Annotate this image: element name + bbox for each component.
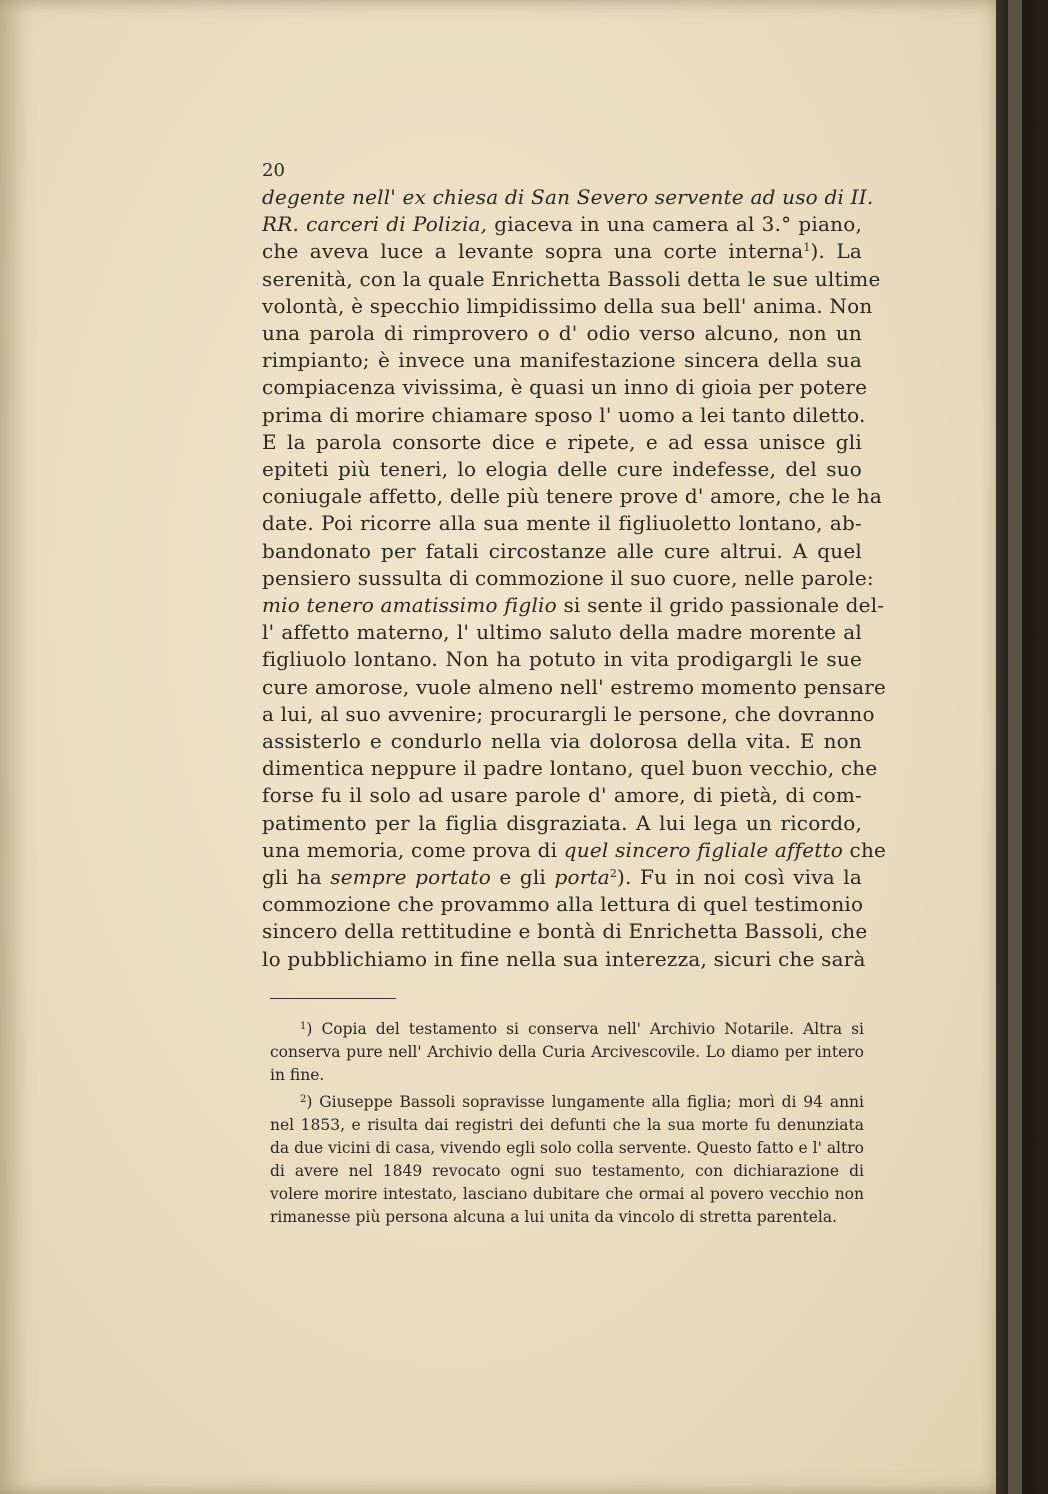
text-line xyxy=(262,211,862,238)
text-line xyxy=(262,619,862,646)
text-line xyxy=(262,592,885,619)
text-run: e gli xyxy=(490,865,555,890)
text-run: epiteti più teneri, lo elogia delle cure indefesse, del suo xyxy=(262,457,862,482)
text-line xyxy=(262,755,878,782)
text-run: rimpianto; è invece una manifestazione sincera della sua xyxy=(262,348,862,373)
text-run: patimento per la figlia disgraziata. A lui lega un ricordo, xyxy=(262,810,862,835)
text-run: E la parola consorte dice e ripete, e ad essa unisce gli xyxy=(262,429,862,454)
text-run: forse fu il solo ad usare parole d' amore, di pietà, di com- xyxy=(262,783,862,808)
body-paragraph xyxy=(262,184,887,973)
text-line xyxy=(262,701,875,728)
italic-text: porta xyxy=(554,865,610,890)
text-line xyxy=(262,837,887,864)
text-run: coniugale affetto, delle più tenere prove d' amore, che le ha xyxy=(262,484,882,509)
text-line xyxy=(262,374,868,401)
text-line xyxy=(262,293,873,320)
text-run: compiacenza vivissima, è quasi un inno di gioia per potere xyxy=(262,375,868,400)
text-run: assisterlo e condurlo nella via dolorosa della vita. E non xyxy=(262,729,862,754)
text-line xyxy=(262,891,862,918)
text-line xyxy=(262,538,862,565)
text-run: dimentica neppure il padre lontano, quel buon vecchio, che xyxy=(262,756,878,781)
text-run: figliuolo lontano. Non ha potuto in vita prodigargli le sue xyxy=(262,647,862,672)
text-run: date. Poi ricorre alla sua mente il figliuoletto lontano, ab- xyxy=(262,511,862,536)
text-run: commozione che provammo alla lettura di quel testimonio xyxy=(262,892,864,917)
text-run: giaceva in una camera al 3.° piano, xyxy=(487,212,862,237)
text-run: si sente il grido passionale del- xyxy=(556,593,885,618)
italic-text: mio tenero amatissimo figlio xyxy=(262,593,557,618)
text-line xyxy=(262,266,881,293)
text-run: ). La xyxy=(810,239,862,264)
text-line xyxy=(262,674,887,701)
text-line xyxy=(262,782,862,809)
text-line xyxy=(262,810,862,837)
text-run: ). Fu in noi così viva la xyxy=(617,865,862,890)
footnote-ref: 1 xyxy=(803,241,811,255)
text-line xyxy=(262,510,862,537)
text-run: che xyxy=(843,837,887,862)
text-line xyxy=(262,347,862,374)
book-spine-edge xyxy=(996,0,1048,1494)
text-line xyxy=(262,483,882,510)
footnote-ref: 2 xyxy=(609,867,618,881)
text-line xyxy=(262,320,862,347)
text-line xyxy=(262,238,862,265)
page-number: 20 xyxy=(262,160,285,181)
text-run: cure amorose, vuole almeno nell' estremo momento pensare xyxy=(262,674,887,699)
text-run: bandonato per fatali circostanze alle cure altrui. A quel xyxy=(262,538,862,563)
footnote-mark: 1 xyxy=(300,1021,307,1032)
text-line xyxy=(262,728,862,755)
text-run: a lui, al suo avvenire; procurargli le persone, che dovranno xyxy=(262,701,875,726)
adjacent-page-edge xyxy=(1008,0,1022,1494)
footnote xyxy=(270,1091,864,1229)
text-line xyxy=(262,184,874,211)
footnote-separator xyxy=(270,998,396,999)
text-run: sincero della rettitudine e bontà di Enrichetta Bassoli, che xyxy=(262,919,868,944)
text-line xyxy=(262,429,862,456)
text-line xyxy=(262,402,866,429)
footnote-text: ) Copia del testamento si conserva nell' Archivio Notarile. Altra si conserva pure nell' Archivio della Curia Arcivescovile. Lo diamo per intero in fine. xyxy=(270,1020,864,1084)
text-run: prima di morire chiamare sposo l' uomo a lei tanto diletto. xyxy=(262,402,866,427)
text-line xyxy=(262,918,868,945)
text-run: che aveva luce a levante sopra una corte interna xyxy=(262,239,804,264)
text-line xyxy=(262,646,862,673)
footnote-text: ) Giuseppe Bassoli sopravisse lungamente alla figlia; morì di 94 anni nel 1853, e risulta dai registri dei defunti che la sua morte fu denunziata da due vicini di casa, vivendo egli solo colla servente. Questo fatto e l' altro di avere nel 1849 revocato ogni suo testamento, con dichiarazione di volere morire intestato, lasciano dubitare che ormai al povero vecchio non rimanesse più persona alcuna a lui unita da vincolo di stretta parentela. xyxy=(270,1093,864,1226)
text-run: l' affetto materno, l' ultimo saluto della madre morente al xyxy=(262,620,862,645)
text-line xyxy=(262,565,874,592)
text-run: volontà, è specchio limpidissimo della sua bell' anima. Non xyxy=(262,293,873,318)
italic-text: RR. carceri di Polizia, xyxy=(262,212,488,237)
text-run: lo pubblichiamo in fine nella sua interezza, sicuri che sarà xyxy=(262,946,866,971)
italic-text: quel sincero figliale affetto xyxy=(563,837,843,862)
text-line xyxy=(262,456,862,483)
italic-text: sempre portato xyxy=(330,865,491,890)
text-run: pensiero sussulta di commozione il suo cuore, nelle parole: xyxy=(262,565,874,590)
footnotes xyxy=(270,1018,864,1233)
text-line xyxy=(262,864,862,891)
text-run: gli ha xyxy=(262,865,331,890)
text-run: serenità, con la quale Enrichetta Bassoli detta le sue ultime xyxy=(262,266,881,291)
italic-text: degente nell' ex chiesa di San Severo servente ad uso di II. xyxy=(262,185,874,209)
text-run: una memoria, come prova di xyxy=(262,837,564,862)
text-line xyxy=(262,946,866,973)
text-run: una parola di rimprovero o d' odio verso alcuno, non un xyxy=(262,321,862,346)
footnote-mark: 2 xyxy=(300,1094,307,1105)
footnote xyxy=(270,1018,864,1087)
